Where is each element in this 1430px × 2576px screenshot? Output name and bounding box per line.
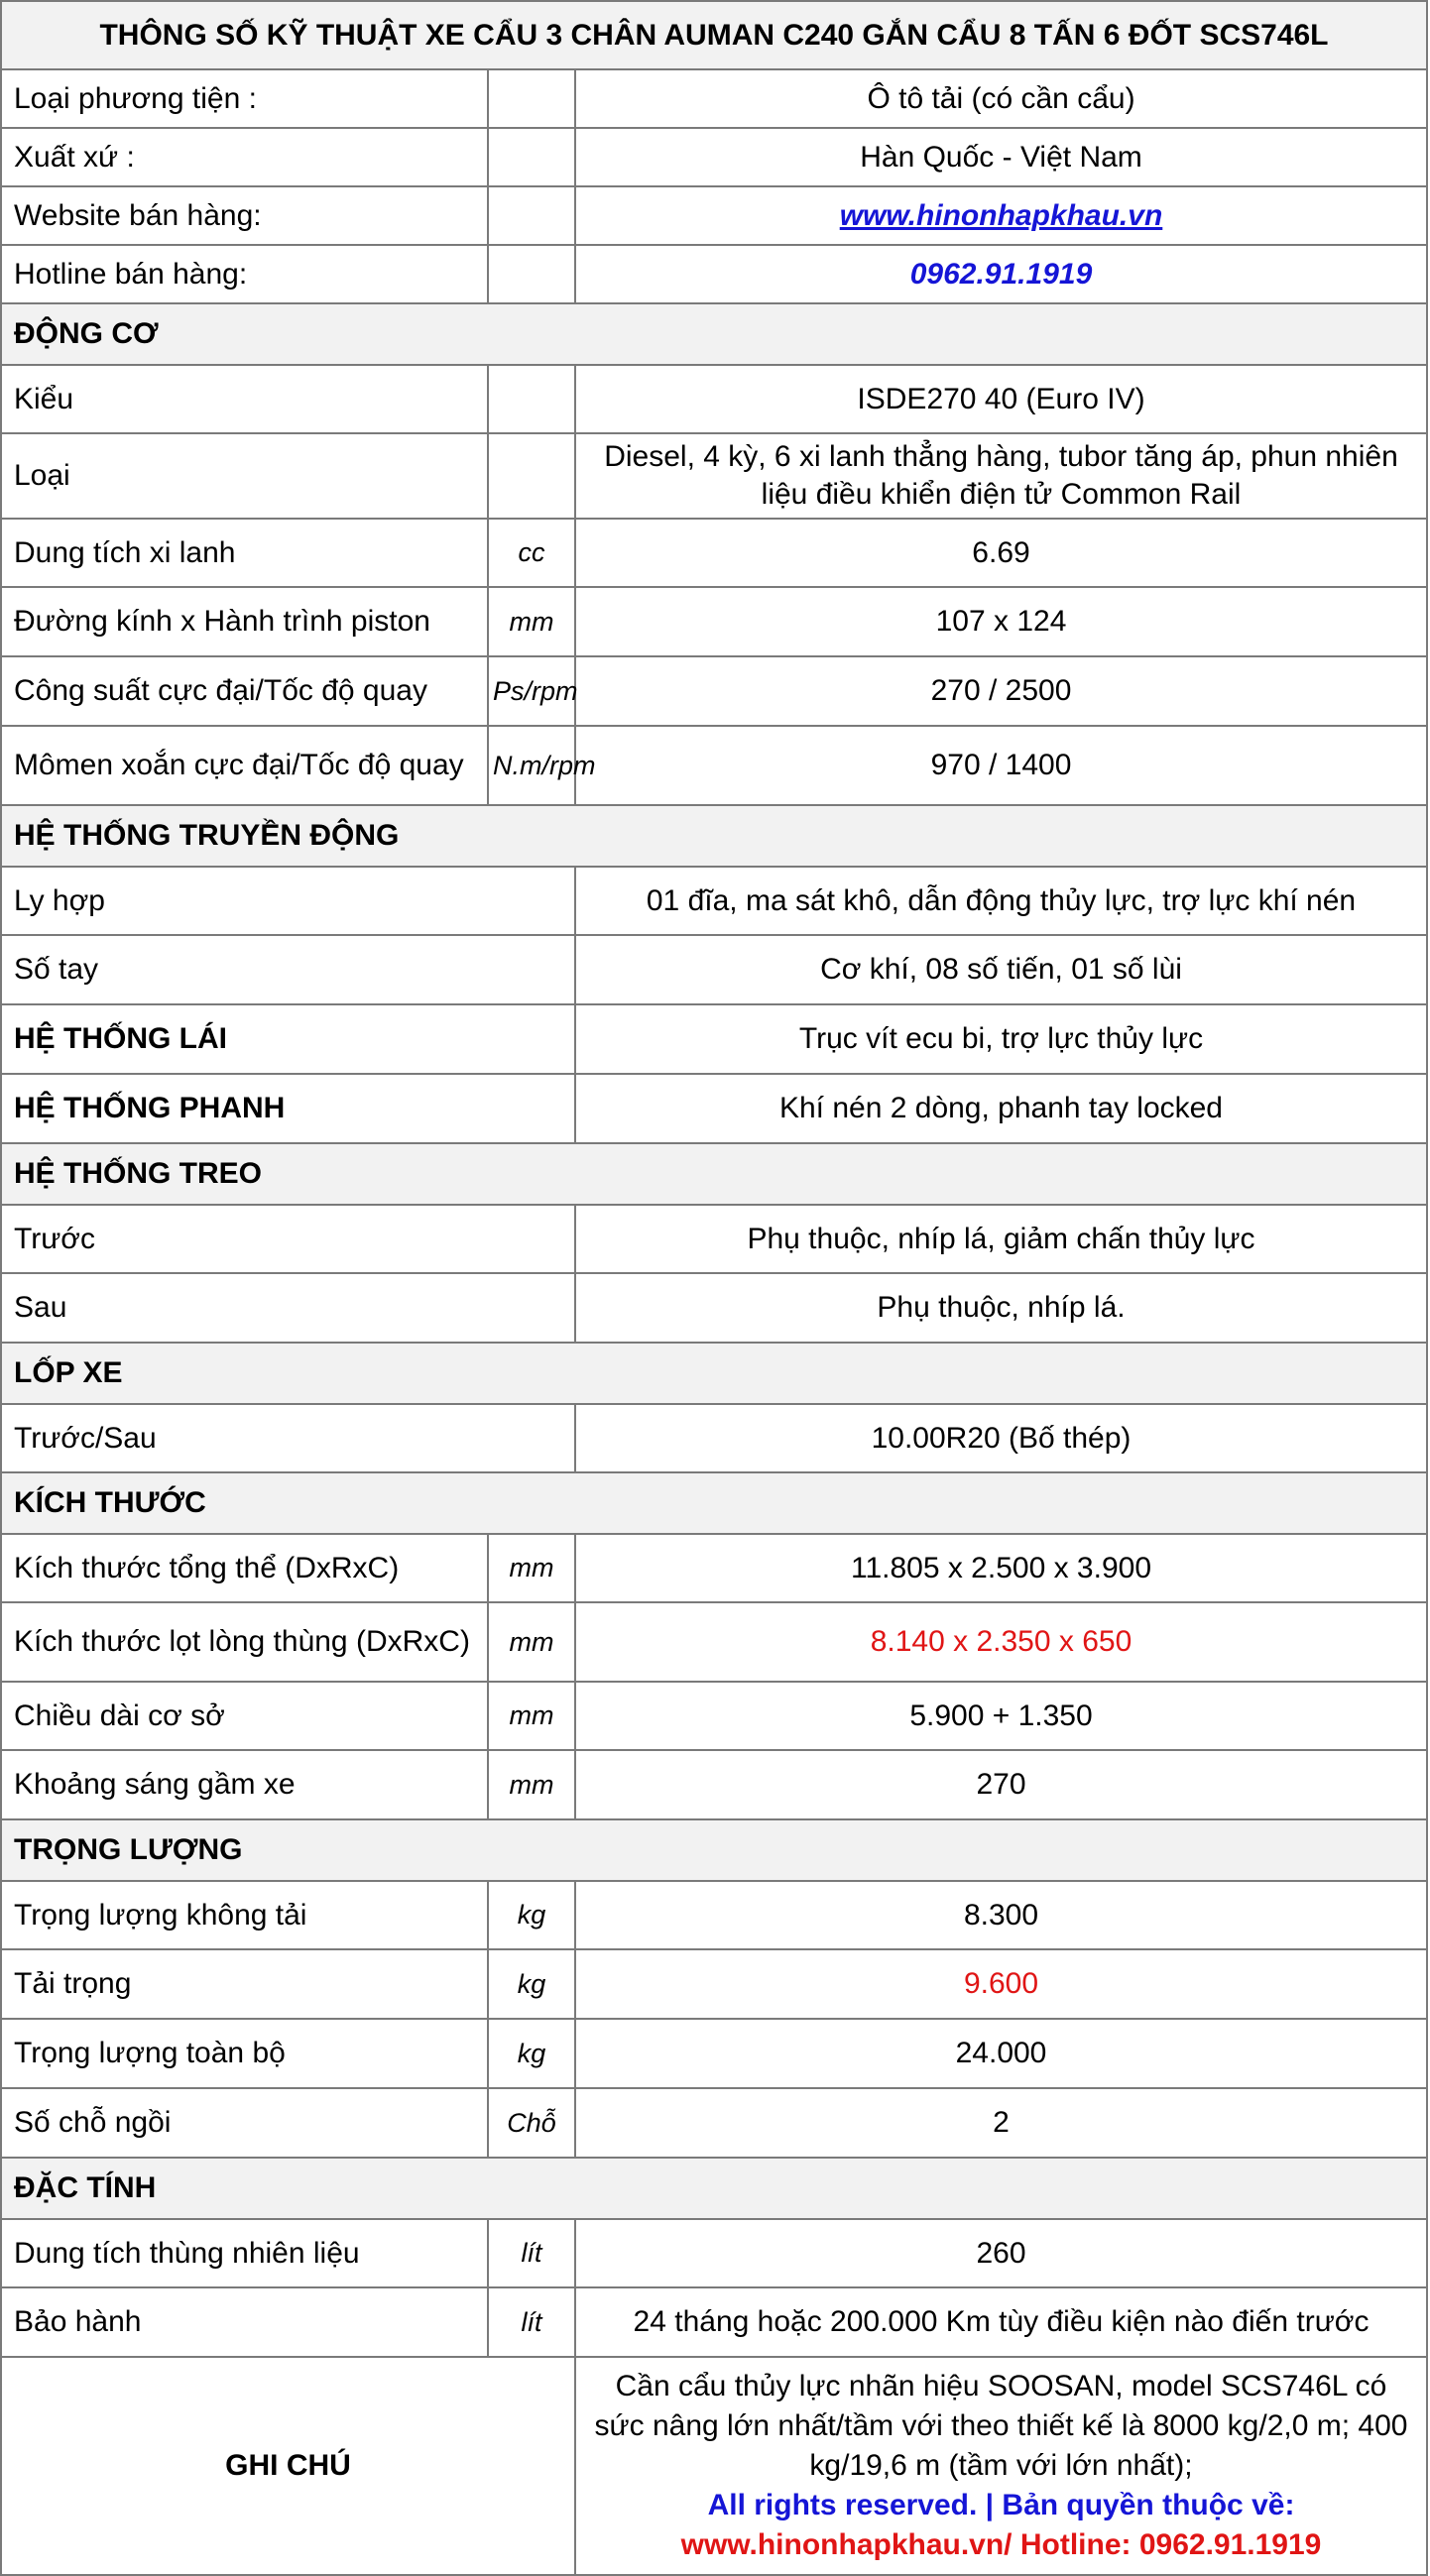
row-label: Số tay: [1, 935, 575, 1004]
table-row: [1, 1004, 1427, 1074]
table-row: [1, 1404, 1427, 1472]
row-unit: Ps/rpm: [488, 656, 575, 726]
row-label: Đường kính x Hành trình piston: [1, 587, 488, 656]
row-value: 970 / 1400: [575, 726, 1427, 805]
row-unit: kg: [488, 2019, 575, 2088]
table-row: [1, 1074, 1427, 1143]
row-label: Loại: [1, 433, 488, 519]
row-unit: mm: [488, 587, 575, 656]
section-row: [1, 2158, 1427, 2219]
row-label: Hotline bán hàng:: [1, 245, 488, 303]
row-unit: N.m/rpm: [488, 726, 575, 805]
row-unit: [488, 186, 575, 245]
title-row: [1, 1, 1427, 69]
note-text: Cần cẩu thủy lực nhãn hiệu SOOSAN, model SCS746L có sức nâng lớn nhất/tầm với theo thiết kế là 8000 kg/2,0 m; 400 kg/19,6 m (tầm với lớn nhất);: [594, 2370, 1408, 2482]
table-row: [1, 186, 1427, 245]
row-value: Diesel, 4 kỳ, 6 xi lanh thẳng hàng, tubor tăng áp, phun nhiên liệu điều khiển điện tử Common Rail: [575, 433, 1427, 519]
table-row: [1, 1750, 1427, 1819]
row-unit: mm: [488, 1682, 575, 1750]
section-header-engine: ĐỘNG CƠ: [1, 303, 1427, 365]
table-row: [1, 69, 1427, 128]
row-unit: kg: [488, 1949, 575, 2019]
section-row: [1, 1143, 1427, 1205]
table-row: [1, 2088, 1427, 2158]
table-row: [1, 656, 1427, 726]
row-value: Hàn Quốc - Việt Nam: [575, 128, 1427, 186]
row-unit: mm: [488, 1534, 575, 1602]
website-link[interactable]: www.hinonhapkhau.vn: [839, 198, 1163, 232]
row-label: Kích thước lọt lòng thùng (DxRxC): [1, 1602, 488, 1682]
row-value: Trục vít ecu bi, trợ lực thủy lực: [575, 1004, 1427, 1074]
table-row: [1, 587, 1427, 656]
row-unit: mm: [488, 1602, 575, 1682]
row-value: Khí nén 2 dòng, phanh tay locked: [575, 1074, 1427, 1143]
table-row: [1, 1881, 1427, 1949]
row-value: 10.00R20 (Bố thép): [575, 1404, 1427, 1472]
row-unit: [488, 245, 575, 303]
row-label: Trước/Sau: [1, 1404, 575, 1472]
row-unit: [488, 365, 575, 433]
row-label: Sau: [1, 1273, 575, 1343]
section-row: [1, 303, 1427, 365]
row-label: Trọng lượng toàn bộ: [1, 2019, 488, 2088]
row-label: Website bán hàng:: [1, 186, 488, 245]
table-row: [1, 2019, 1427, 2088]
row-value: 24 tháng hoặc 200.000 Km tùy điều kiện nào điến trước: [575, 2287, 1427, 2357]
row-value: Phụ thuộc, nhíp lá.: [575, 1273, 1427, 1343]
row-value: 270: [575, 1750, 1427, 1819]
note-label: GHI CHÚ: [1, 2357, 575, 2575]
row-value: [575, 186, 1427, 245]
row-value: 11.805 x 2.500 x 3.900: [575, 1534, 1427, 1602]
row-value: 6.69: [575, 519, 1427, 587]
hotline-link[interactable]: 0962.91.1919: [909, 257, 1093, 291]
section-header-suspension: HỆ THỐNG TREO: [1, 1143, 1427, 1205]
table-row: [1, 1205, 1427, 1273]
row-label: Dung tích xi lanh: [1, 519, 488, 587]
section-header-tires: LỐP XE: [1, 1343, 1427, 1404]
table-row: [1, 128, 1427, 186]
row-value: 8.300: [575, 1881, 1427, 1949]
note-row: [1, 2357, 1427, 2575]
note-content: [575, 2357, 1427, 2575]
section-row: [1, 805, 1427, 867]
row-label: Mômen xoắn cực đại/Tốc độ quay: [1, 726, 488, 805]
table-row: [1, 1534, 1427, 1602]
row-label: Công suất cực đại/Tốc độ quay: [1, 656, 488, 726]
page-title: THÔNG SỐ KỸ THUẬT XE CẨU 3 CHÂN AUMAN C240 GẮN CẨU 8 TẤN 6 ĐỐT SCS746L: [1, 1, 1427, 69]
row-value: 260: [575, 2219, 1427, 2287]
row-value: Phụ thuộc, nhíp lá, giảm chấn thủy lực: [575, 1205, 1427, 1273]
section-row: [1, 1472, 1427, 1534]
row-label: Số chỗ ngồi: [1, 2088, 488, 2158]
section-header-dimensions: KÍCH THƯỚC: [1, 1472, 1427, 1534]
section-header-weight: TRỌNG LƯỢNG: [1, 1819, 1427, 1881]
row-value: 2: [575, 2088, 1427, 2158]
row-label: Dung tích thùng nhiên liệu: [1, 2219, 488, 2287]
row-unit: Chỗ: [488, 2088, 575, 2158]
row-unit: cc: [488, 519, 575, 587]
section-header-transmission: HỆ THỐNG TRUYỀN ĐỘNG: [1, 805, 1427, 867]
row-label: Kích thước tổng thể (DxRxC): [1, 1534, 488, 1602]
table-row: [1, 1273, 1427, 1343]
row-value: 5.900 + 1.350: [575, 1682, 1427, 1750]
row-value: [575, 245, 1427, 303]
table-row: [1, 365, 1427, 433]
row-value: ISDE270 40 (Euro IV): [575, 365, 1427, 433]
row-label: Tải trọng: [1, 1949, 488, 2019]
section-header-features: ĐẶC TÍNH: [1, 2158, 1427, 2219]
row-value-highlighted: 9.600: [575, 1949, 1427, 2019]
row-label: Xuất xứ :: [1, 128, 488, 186]
table-row: [1, 935, 1427, 1004]
note-rights: All rights reserved. | Bản quyền thuộc về:: [707, 2489, 1295, 2521]
row-label: Kiểu: [1, 365, 488, 433]
section-row: [1, 1819, 1427, 1881]
row-label: Trước: [1, 1205, 575, 1273]
table-row: [1, 1949, 1427, 2019]
row-unit: lít: [488, 2219, 575, 2287]
table-row: [1, 1682, 1427, 1750]
row-label: Trọng lượng không tải: [1, 1881, 488, 1949]
section-label-steering: HỆ THỐNG LÁI: [1, 1004, 575, 1074]
row-value: Ô tô tải (có cần cẩu): [575, 69, 1427, 128]
table-row: [1, 1602, 1427, 1682]
row-unit: kg: [488, 1881, 575, 1949]
section-row: [1, 1343, 1427, 1404]
table-row: [1, 245, 1427, 303]
note-contact[interactable]: www.hinonhapkhau.vn/ Hotline: 0962.91.1919: [680, 2528, 1322, 2561]
table-row: [1, 2219, 1427, 2287]
table-row: [1, 433, 1427, 519]
row-value-highlighted: 8.140 x 2.350 x 650: [575, 1602, 1427, 1682]
row-label: Bảo hành: [1, 2287, 488, 2357]
row-value: 01 đĩa, ma sát khô, dẫn động thủy lực, trợ lực khí nén: [575, 867, 1427, 935]
row-unit: [488, 433, 575, 519]
row-unit: lít: [488, 2287, 575, 2357]
row-unit: mm: [488, 1750, 575, 1819]
row-label: Khoảng sáng gầm xe: [1, 1750, 488, 1819]
row-value: Cơ khí, 08 số tiến, 01 số lùi: [575, 935, 1427, 1004]
row-label: Chiều dài cơ sở: [1, 1682, 488, 1750]
row-value: 270 / 2500: [575, 656, 1427, 726]
row-value: 24.000: [575, 2019, 1427, 2088]
row-label: Loại phương tiện :: [1, 69, 488, 128]
table-row: [1, 867, 1427, 935]
row-label: Ly hợp: [1, 867, 575, 935]
table-row: [1, 519, 1427, 587]
table-row: [1, 2287, 1427, 2357]
row-value: 107 x 124: [575, 587, 1427, 656]
table-row: [1, 726, 1427, 805]
section-label-brake: HỆ THỐNG PHANH: [1, 1074, 575, 1143]
row-unit: [488, 69, 575, 128]
row-unit: [488, 128, 575, 186]
